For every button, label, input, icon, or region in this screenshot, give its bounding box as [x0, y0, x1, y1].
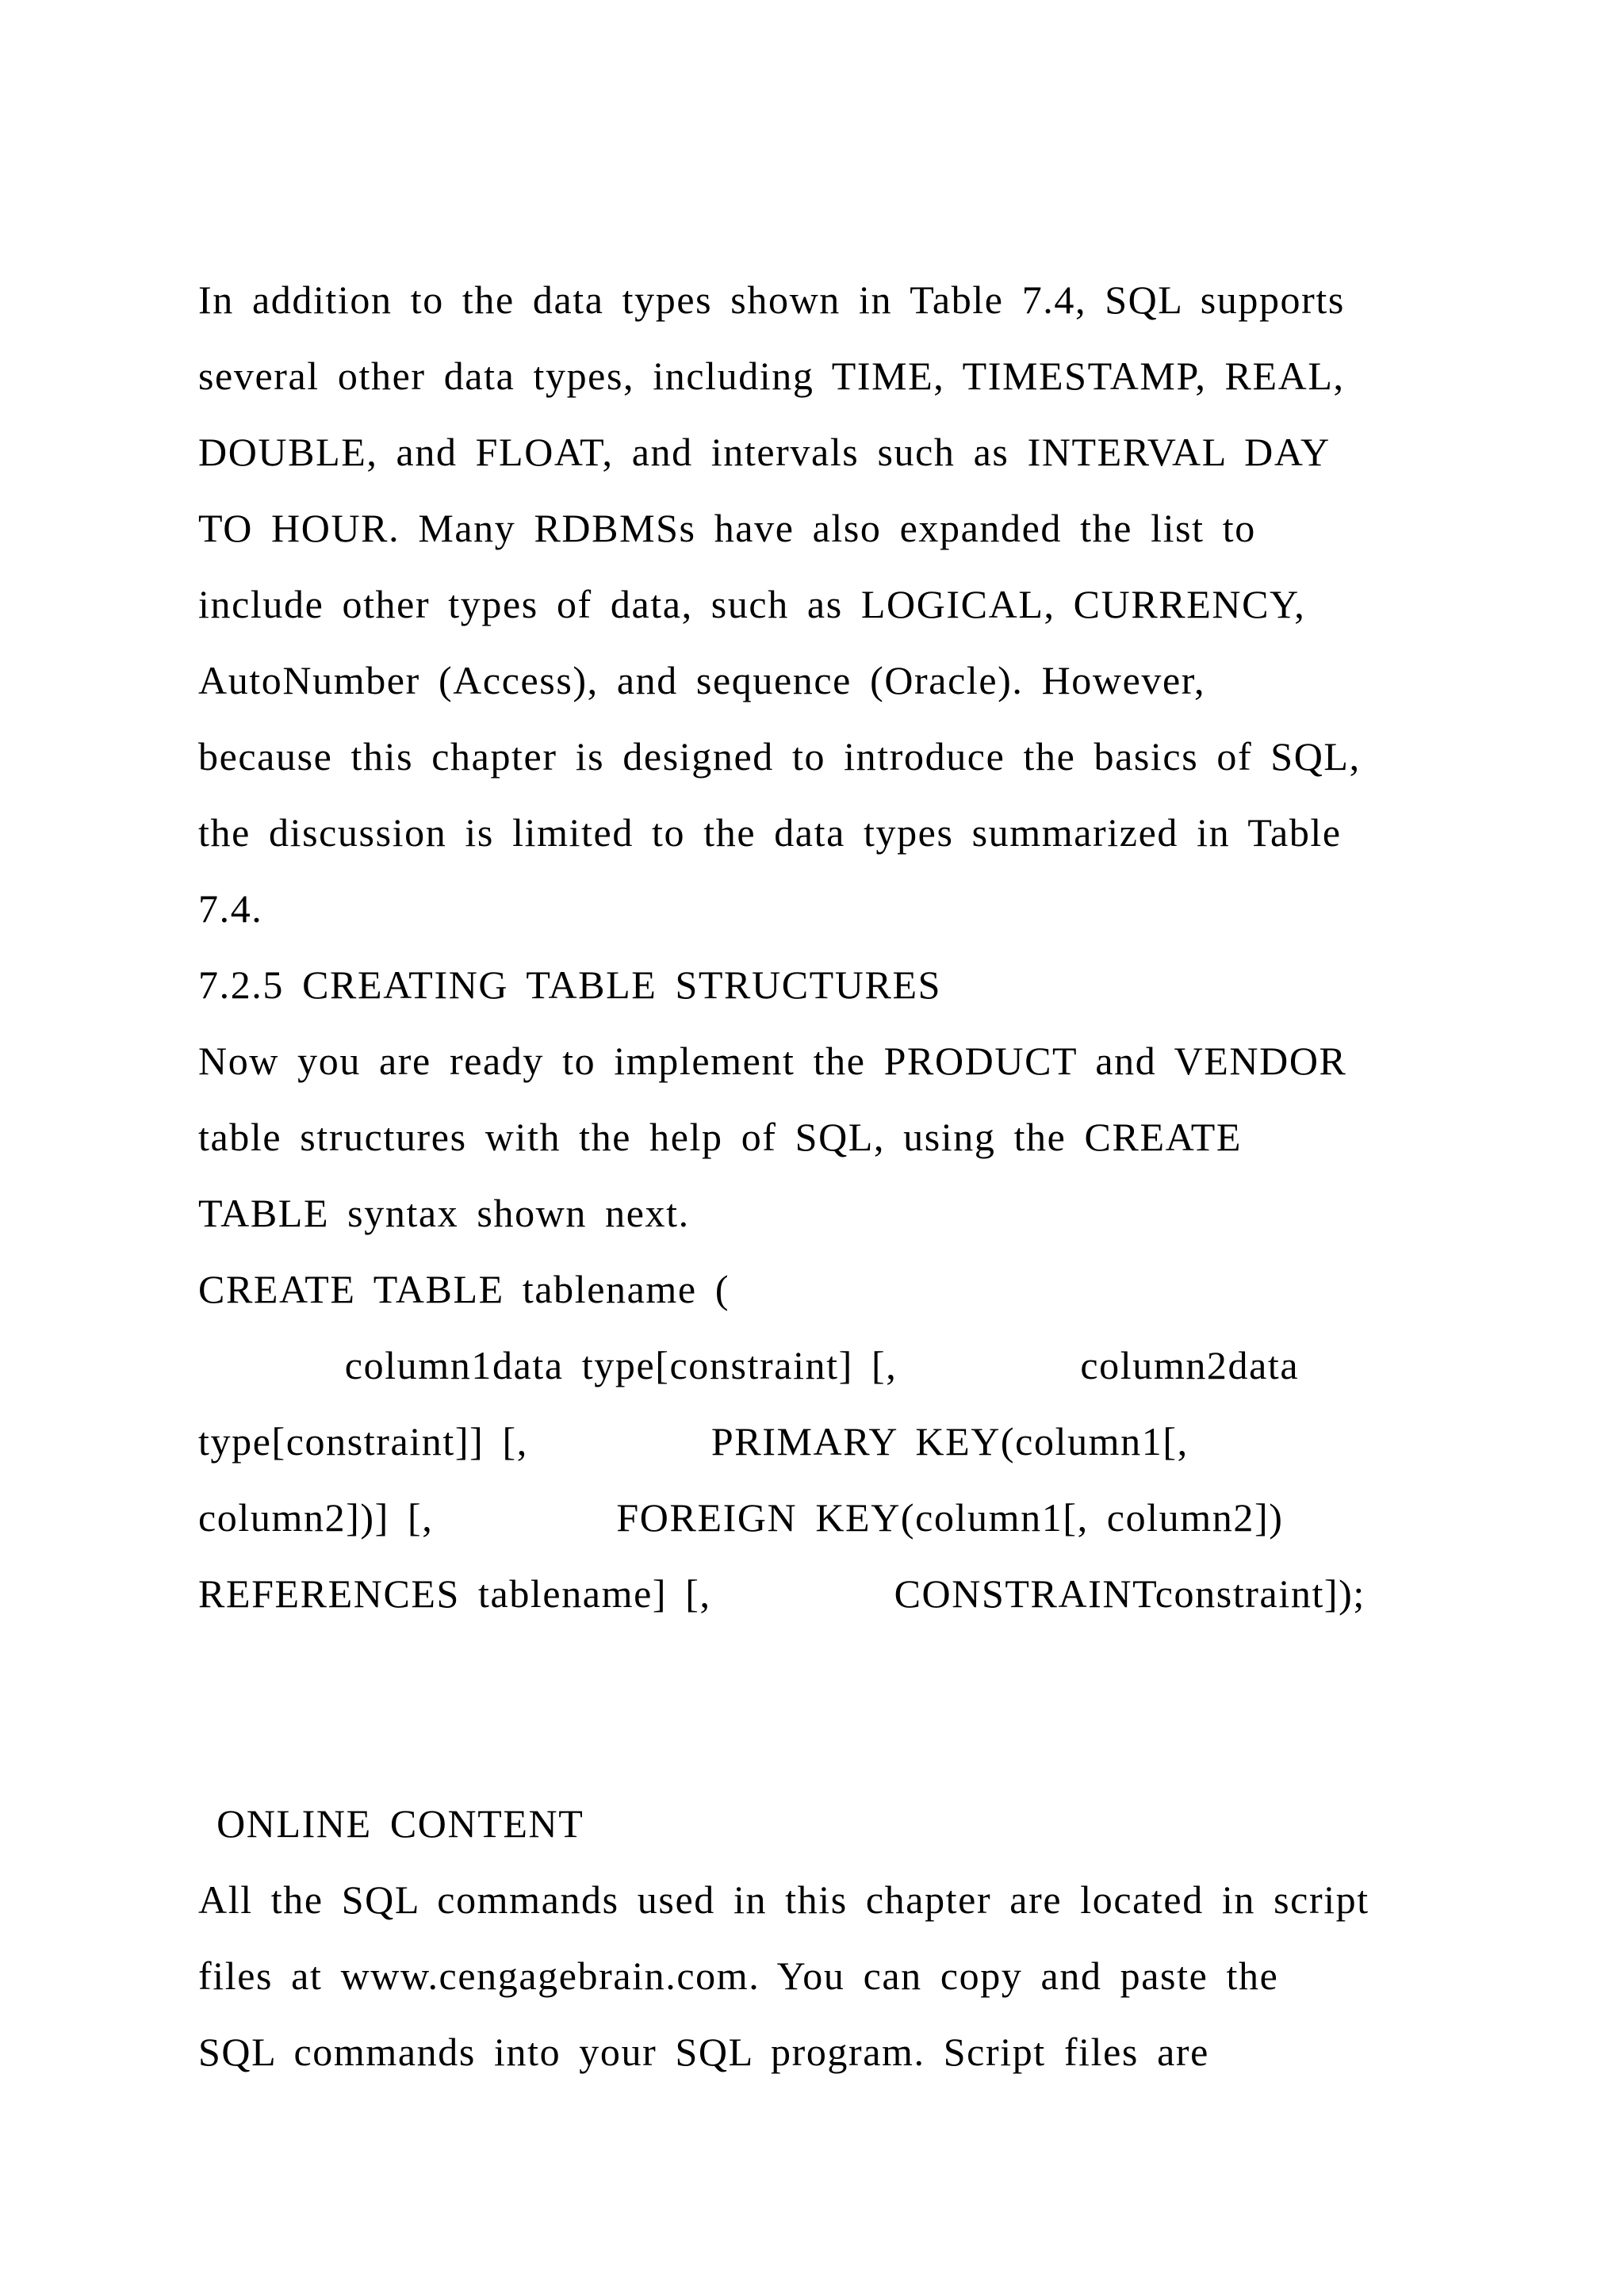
syntax-line-4: column2])] [, FOREIGN KEY(column1[, column2]): [198, 1495, 1284, 1540]
paragraph-2-line-3: TABLE syntax shown next.: [198, 1191, 690, 1235]
paragraph-1-line-1: In addition to the data types shown in Table 7.4, SQL supports: [198, 277, 1345, 322]
syntax-line-3: type[constraint]] [, PRIMARY KEY(column1[,: [198, 1419, 1189, 1464]
syntax-line-5: REFERENCES tablename] [, CONSTRAINTconstraint]);: [198, 1571, 1365, 1616]
paragraph-1-line-7: because this chapter is designed to introduce the basics of SQL,: [198, 734, 1361, 779]
paragraph-1-line-5: include other types of data, such as LOGICAL, CURRENCY,: [198, 582, 1306, 626]
online-content-line-2: files at www.cengagebrain.com. You can copy and paste the: [198, 1954, 1279, 1998]
section-heading: 7.2.5 CREATING TABLE STRUCTURES: [198, 962, 942, 1007]
online-content-line-3: SQL commands into your SQL program. Script files are: [198, 2030, 1209, 2074]
online-content-heading: ONLINE CONTENT: [198, 1801, 584, 1846]
paragraph-1-line-9: 7.4.: [198, 886, 263, 931]
paragraph-1-line-3: DOUBLE, and FLOAT, and intervals such as INTERVAL DAY: [198, 430, 1331, 474]
paragraph-1-line-2: several other data types, including TIME, TIMESTAMP, REAL,: [198, 354, 1345, 398]
paragraph-1-line-8: the discussion is limited to the data types summarized in Table: [198, 810, 1342, 855]
paragraph-2-line-2: table structures with the help of SQL, using the CREATE: [198, 1115, 1243, 1159]
syntax-line-2: column1data type[constraint] [, column2data: [198, 1343, 1300, 1387]
online-content-line-1: All the SQL commands used in this chapter are located in script: [198, 1877, 1369, 1922]
paragraph-1-line-6: AutoNumber (Access), and sequence (Oracle). However,: [198, 658, 1206, 702]
paragraph-1-line-4: TO HOUR. Many RDBMSs have also expanded the list to: [198, 506, 1256, 550]
syntax-line-1: CREATE TABLE tablename (: [198, 1267, 730, 1311]
paragraph-2-line-1: Now you are ready to implement the PRODUCT and VENDOR: [198, 1039, 1347, 1083]
